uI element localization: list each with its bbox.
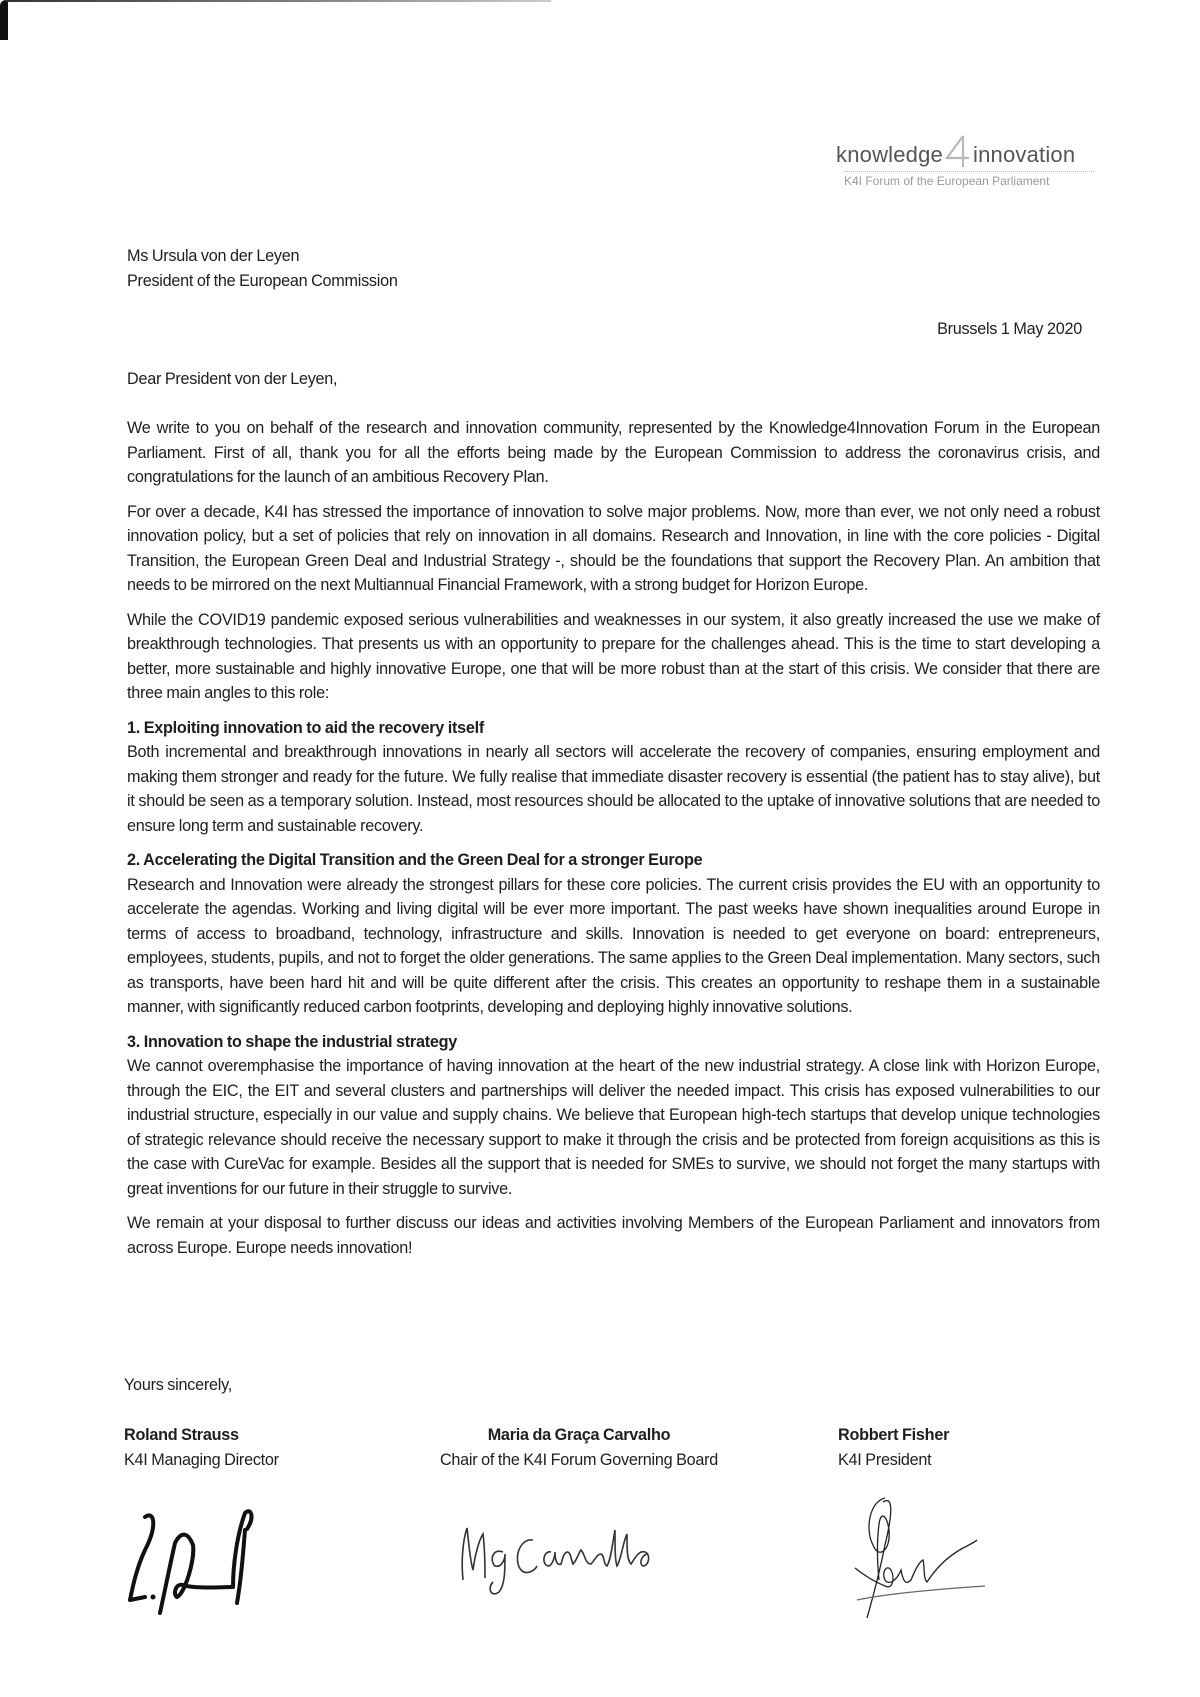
- letterhead-logo: [836, 138, 1106, 188]
- section-text: We cannot overemphasise the importance of having innovation at the heart of the new industrial strategy. A close link with Horizon Europe, through the EIC, the EIT and several clusters and partnerships will deliver the needed impact. This crisis has exposed vulnerabilities to our industrial structure, especially in our value and supply chains. We believe that European high-tech startups that develop unique technologies of strategic relevance should receive the necessary support to make it through the crisis and be protected from foreign acquisitions as this is the case with CureVac for example. Besides all the support that is needed for SMEs to survive, we should not forget the many startups with great inventions for our future in their struggle to survive.: [127, 1057, 1100, 1198]
- section-heading: 3. Innovation to shape the industrial strategy: [127, 1032, 457, 1051]
- section-text: Research and Innovation were already the strongest pillars for these core policies. The current crisis provides the EU with an opportunity to accelerate the agendas. Working and living digital will be ever more important. The past weeks have shown inequalities around Europe in terms of access to broadband, technology, infrastructure and skills. Innovation is needed to get everyone on board: entrepreneurs, employees, students, pupils, and not to forget the older generations. The same applies to the Green Deal implementation. Many sectors, such as transports, have been hard hit and will be quite different after the crisis. This creates an opportunity to reshape them in a sustainable manner, with significantly reduced carbon footprints, developing and deploying highly innovative solutions.: [127, 875, 1100, 1016]
- signature-maria-carvalho-icon: [455, 1520, 675, 1610]
- body-paragraph: We write to you on behalf of the research and innovation community, represented by the Knowledge4Innovation Forum in the European Parliament. First of all, thank you for all the efforts being made by the European Commission to address the coronavirus crisis, and congratulations for the launch of an ambitious Recovery Plan.: [127, 419, 1100, 486]
- signatory-roland-strauss: [124, 1423, 279, 1472]
- body-paragraph: For over a decade, K4I has stressed the importance of innovation to solve major problems. Now, more than ever, we not only need a robust innovation policy, but a set of policies that rely on innovation in all domains. Research and Innovation, in line with the core policies - Digital Transition, the European Green Deal and Industrial Strategy -, should be the foundations that support the Recovery Plan. An ambition that needs to be mirrored on the next Multiannual Financial Framework, with a strong budget for Horizon Europe.: [127, 502, 1100, 594]
- recipient-title: President of the European Commission: [127, 271, 398, 290]
- signatory-name: Robbert Fisher: [838, 1426, 950, 1444]
- signatory-maria-carvalho: [414, 1423, 744, 1472]
- recipient-block: [127, 244, 398, 293]
- section-heading: 2. Accelerating the Digital Transition and the Green Deal for a stronger Europe: [127, 851, 703, 869]
- recipient-name: Ms Ursula von der Leyen: [127, 247, 300, 265]
- letter-date: Brussels 1 May 2020: [937, 320, 1082, 338]
- closing-paragraph: We remain at your disposal to further discuss our ideas and activities involving Members of the European Parliament and innovators from across Europe. Europe needs innovation!: [127, 1214, 1100, 1257]
- logo-subtitle: K4I Forum of the European Parliament: [844, 171, 1094, 188]
- signatory-name: Maria da Graça Carvalho: [487, 1426, 671, 1444]
- signature-robbert-fisher-icon: [835, 1490, 1005, 1630]
- signatory-title: Chair of the K4I Forum Governing Board: [439, 1450, 719, 1469]
- section-text: Both incremental and breakthrough innovations in nearly all sectors will accelerate the recovery of companies, ensuring employment and making them stronger and ready for the future. We fully realise that immediate disaster recovery is essential (the patient has to stay alive), but it should be seen as a temporary solution. Instead, most resources should be allocated to the uptake of innovative solutions that are needed to ensure long term and sustainable recovery.: [127, 743, 1100, 835]
- closing-line: Yours sincerely,: [124, 1376, 232, 1394]
- logo-wordmark: [836, 138, 1106, 168]
- scan-corner-mark: [0, 0, 8, 40]
- signatory-title: K4I Managing Director: [124, 1450, 279, 1469]
- signature-roland-strauss-icon: [115, 1505, 315, 1615]
- signatory-title: K4I President: [838, 1450, 932, 1469]
- signatory-robbert-fisher: [838, 1423, 949, 1472]
- body-paragraph: While the COVID19 pandemic exposed serious vulnerabilities and weaknesses in our system, it also greatly increased the use we make of breakthrough technologies. That presents us with an opportunity to prepare for the challenges ahead. This is the time to start developing a better, more sustainable and highly innovative Europe, one that will be more robust than at the start of this crisis. We consider that there are three main angles to this role:: [127, 610, 1100, 702]
- logo-text-right: innovation: [973, 142, 1076, 167]
- salutation: Dear President von der Leyen,: [127, 370, 338, 388]
- logo-text-left: knowledge: [836, 142, 943, 167]
- scan-top-edge: [6, 0, 551, 2]
- logo-four-icon: [945, 138, 971, 168]
- signatory-name: Roland Strauss: [124, 1426, 239, 1444]
- letter-body: [127, 416, 1100, 1270]
- section-heading: 1. Exploiting innovation to aid the recovery itself: [127, 718, 485, 737]
